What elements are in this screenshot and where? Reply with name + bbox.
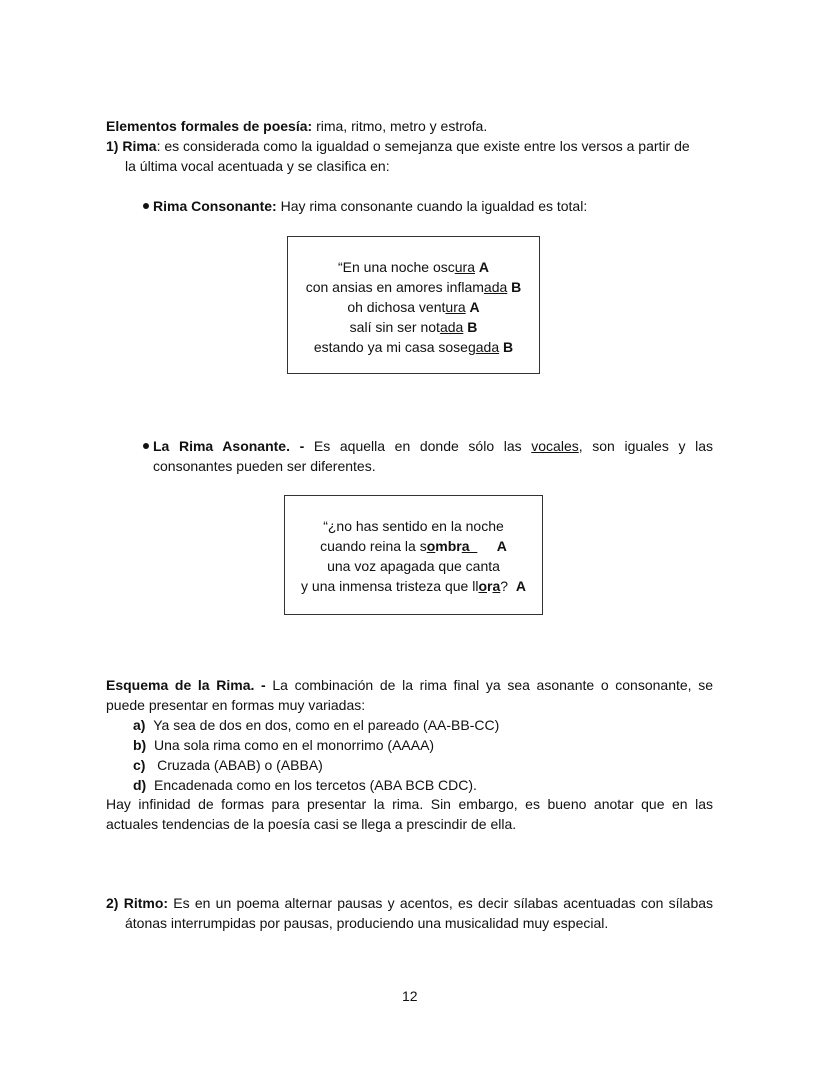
esquema-line-2: puede presentar en formas muy variadas:: [106, 697, 366, 713]
asonante-line-1: La Rima Asonante. - Es aquella en donde sólo las vocales, son iguales y las: [143, 438, 713, 458]
rima-number: 1): [106, 138, 119, 154]
vocales-underlined: vocales: [531, 438, 579, 454]
consonante-line: [143, 198, 587, 214]
esquema-term: Esquema de la Rima. -: [106, 677, 266, 693]
esquema-line-1: Esquema de la Rima. - La combinación de la rima final ya sea asonante o consonante, se: [106, 677, 713, 693]
poem-line: salí sin ser notada B: [349, 319, 478, 335]
rhyme-letter: A: [515, 578, 526, 594]
esquema-closing-1: Hay infinidad de formas para presentar la rima. Sin embargo, es bueno anotar que en las: [106, 796, 713, 812]
poem-line: cuando reina la sombra A: [320, 538, 507, 554]
intro-rest: rima, ritmo, metro y estrofa.: [312, 118, 488, 134]
bullet-icon: [143, 443, 149, 449]
rima-term: Rima: [122, 138, 157, 154]
list-item: b) Una sola rima como en el monorrimo (AAAA): [133, 737, 435, 753]
rhyme-letter: A: [469, 299, 480, 315]
rima-desc-1: : es considerada como la igualdad o semejanza que existe entre los versos a partir de: [156, 138, 690, 154]
rima-line-2: la última vocal acentuada y se clasifica en:: [125, 158, 390, 174]
rhyme-letter: B: [511, 279, 522, 295]
consonante-poem-box: [287, 236, 540, 374]
poem-line: “¿no has sentido en la noche: [323, 518, 504, 534]
asonante-term: La Rima Asonante. -: [153, 438, 305, 454]
consonante-term: Rima Consonante:: [153, 198, 277, 214]
ritmo-number: 2): [106, 895, 119, 911]
poem-line: “En una noche oscura A: [338, 259, 489, 275]
list-item: d) Encadenada como en los tercetos (ABA BCB CDC).: [133, 777, 477, 793]
asonante-line-2: consonantes pueden ser diferentes.: [153, 458, 376, 474]
intro-line: [106, 118, 487, 134]
rhyme-letter: B: [503, 339, 514, 355]
poem-line: una voz apagada que canta: [327, 558, 500, 574]
list-item: c) Cruzada (ABAB) o (ABBA): [133, 757, 323, 773]
page-number: 12: [402, 988, 418, 1004]
bullet-icon: [143, 203, 149, 209]
rhyme-letter: A: [478, 259, 489, 275]
poem-line: oh dichosa ventura A: [347, 299, 480, 315]
ritmo-line-2: átonas interrumpidas por pausas, produciendo una musicalidad muy especial.: [125, 915, 609, 931]
list-item: a) Ya sea de dos en dos, como en el pareado (AA-BB-CC): [133, 717, 500, 733]
poem-line: y una inmensa tristeza que llora? A: [301, 578, 526, 594]
rhyme-letter: A: [496, 538, 507, 554]
esquema-closing-2: actuales tendencias de la poesía casi se llega a prescindir de ella.: [106, 816, 517, 832]
intro-heading: Elementos formales de poesía:: [106, 118, 313, 134]
consonante-desc: Hay rima consonante cuando la igualdad es total:: [276, 198, 588, 214]
ritmo-line-1: 2) Ritmo: Es en un poema alternar pausas y acentos, es decir sílabas acentuadas con sílabas: [106, 895, 714, 911]
asonante-poem-box: [284, 495, 543, 615]
poem-line: estando ya mi casa sosegada B: [313, 339, 514, 355]
rhyme-letter: B: [467, 319, 478, 335]
rima-line-1: [106, 138, 690, 154]
poem-line: con ansias en amores inflamada B: [305, 279, 522, 295]
ritmo-term: Ritmo:: [123, 895, 169, 911]
